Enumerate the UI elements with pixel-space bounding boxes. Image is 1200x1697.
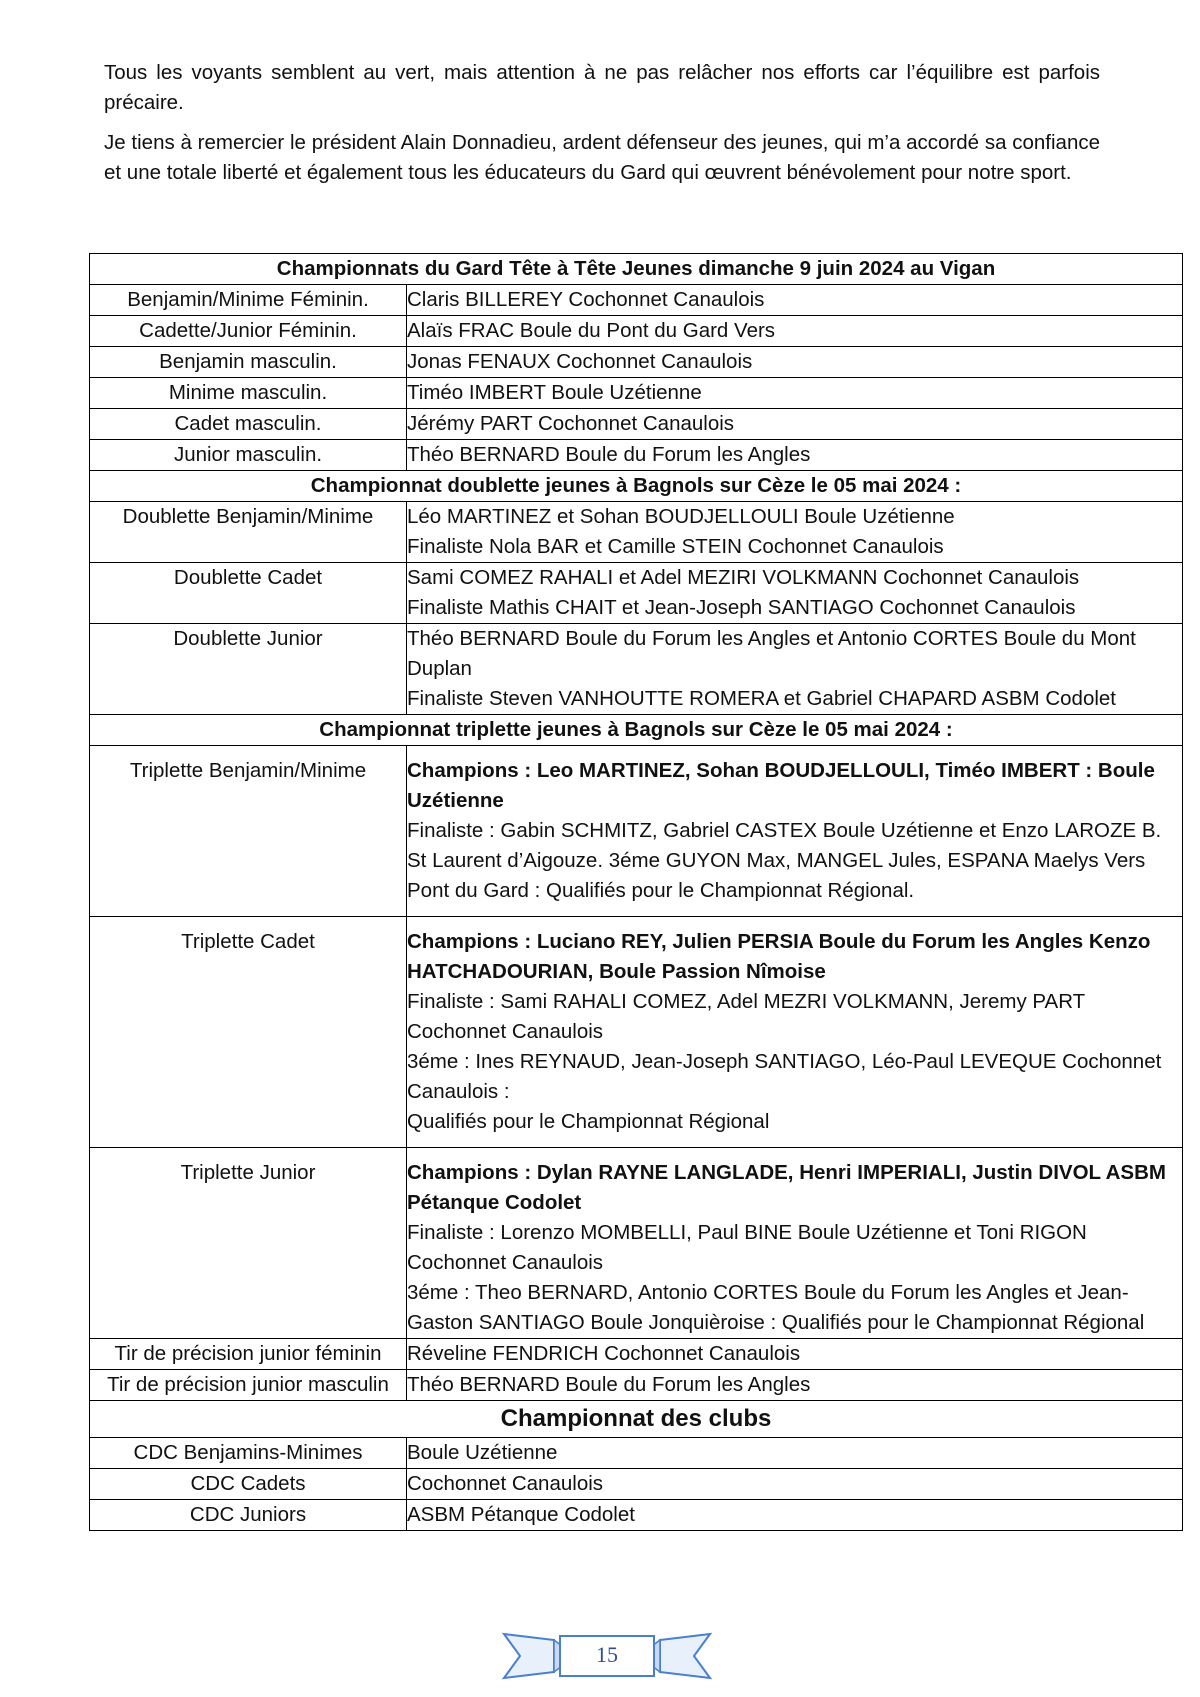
finalist-line: Finaliste : Sami RAHALI COMEZ, Adel MEZRI VOLKMANN, Jeremy PART Cochonnet Canaulois	[407, 990, 1085, 1043]
category-cell: CDC Benjamins-Minimes	[90, 1438, 407, 1469]
intro-paragraph-1: Tous les voyants semblent au vert, mais attention à ne pas relâcher nos efforts car l’équilibre est parfois précaire.	[104, 61, 1100, 114]
table-row	[90, 378, 1183, 409]
category-cell: Cadette/Junior Féminin.	[90, 316, 407, 347]
category-cell: Doublette Junior	[90, 624, 407, 715]
category-cell: Doublette Cadet	[90, 563, 407, 624]
table-row	[90, 1438, 1183, 1469]
winner-cell	[407, 563, 1183, 624]
winner-cell: Théo BERNARD Boule du Forum les Angles	[407, 1370, 1183, 1401]
third-place-line: 3éme : Theo BERNARD, Antonio CORTES Boule du Forum les Angles et Jean-Gaston SANTIAGO Boule Jonquièroise : Qualifiés pour le Championnat Régional	[407, 1281, 1145, 1334]
intro-paragraph-2: Je tiens à remercier le président Alain Donnadieu, ardent défenseur des jeunes, qui m’a accordé sa confiance et une totale liberté et également tous les éducateurs du Gard qui œuvrent bénévolement pour notre sport.	[104, 131, 1100, 184]
triplette-heading: Championnat triplette jeunes à Bagnols sur Cèze le 05 mai 2024 :	[90, 715, 1183, 746]
winner-cell: Claris BILLEREY Cochonnet Canaulois	[407, 285, 1183, 316]
category-cell: Tir de précision junior féminin	[90, 1339, 407, 1370]
section-header-row	[90, 1401, 1183, 1438]
table-row	[90, 285, 1183, 316]
category-cell: Tir de précision junior masculin	[90, 1370, 407, 1401]
winner-line: Léo MARTINEZ et Sohan BOUDJELLOULI Boule Uzétienne	[407, 505, 955, 528]
table-row	[90, 917, 1183, 1148]
winner-line: Théo BERNARD Boule du Forum les Angles et Antonio CORTES Boule du Mont Duplan	[407, 627, 1136, 680]
table-row	[90, 1339, 1183, 1370]
winner-cell	[407, 1148, 1183, 1339]
winner-cell: Jérémy PART Cochonnet Canaulois	[407, 409, 1183, 440]
clubs-heading: Championnat des clubs	[90, 1401, 1183, 1438]
table-row	[90, 563, 1183, 624]
section-header-row	[90, 254, 1183, 285]
winner-cell: Théo BERNARD Boule du Forum les Angles	[407, 440, 1183, 471]
category-cell: Triplette Benjamin/Minime	[90, 746, 407, 917]
category-cell: Triplette Cadet	[90, 917, 407, 1148]
category-cell: Minime masculin.	[90, 378, 407, 409]
table-row	[90, 1500, 1183, 1531]
table-row	[90, 1370, 1183, 1401]
table-row	[90, 1148, 1183, 1339]
finalist-line: Finaliste Mathis CHAIT et Jean-Joseph SANTIAGO Cochonnet Canaulois	[407, 596, 1076, 619]
table-row	[90, 316, 1183, 347]
intro-text	[104, 58, 1100, 198]
category-cell: CDC Cadets	[90, 1469, 407, 1500]
winner-cell	[407, 624, 1183, 715]
results-table	[89, 253, 1183, 1531]
winner-cell: Timéo IMBERT Boule Uzétienne	[407, 378, 1183, 409]
category-cell: Junior masculin.	[90, 440, 407, 471]
table-row	[90, 624, 1183, 715]
winner-cell: Jonas FENAUX Cochonnet Canaulois	[407, 347, 1183, 378]
finalist-line: Finaliste Steven VANHOUTTE ROMERA et Gabriel CHAPARD ASBM Codolet	[407, 687, 1116, 710]
table-row	[90, 1469, 1183, 1500]
table-row	[90, 347, 1183, 378]
finalist-line: Finaliste : Lorenzo MOMBELLI, Paul BINE Boule Uzétienne et Toni RIGON Cochonnet Canaulois	[407, 1221, 1087, 1274]
category-cell: Benjamin/Minime Féminin.	[90, 285, 407, 316]
section-header-row	[90, 471, 1183, 502]
winner-cell: ASBM Pétanque Codolet	[407, 1500, 1183, 1531]
table-row	[90, 502, 1183, 563]
category-cell: CDC Juniors	[90, 1500, 407, 1531]
winner-cell	[407, 746, 1183, 917]
winner-line: Sami COMEZ RAHALI et Adel MEZIRI VOLKMANN Cochonnet Canaulois	[407, 566, 1080, 589]
champions-line: Champions : Luciano REY, Julien PERSIA Boule du Forum les Angles Kenzo HATCHADOURIAN, Boule Passion Nîmoise	[407, 930, 1151, 983]
winner-cell: Réveline FENDRICH Cochonnet Canaulois	[407, 1339, 1183, 1370]
champions-line: Champions : Leo MARTINEZ, Sohan BOUDJELLOULI, Timéo IMBERT : Boule Uzétienne	[407, 759, 1155, 812]
winner-cell: Cochonnet Canaulois	[407, 1469, 1183, 1500]
category-cell: Triplette Junior	[90, 1148, 407, 1339]
details-line: Finaliste : Gabin SCHMITZ, Gabriel CASTEX Boule Uzétienne et Enzo LAROZE B. St Laurent d’Aigouze. 3éme GUYON Max, MANGEL Jules, ESPANA Maelys Vers Pont du Gard : Qualifiés pour le Championnat Régional.	[407, 819, 1162, 902]
winner-cell	[407, 502, 1183, 563]
winner-cell: Alaïs FRAC Boule du Pont du Gard Vers	[407, 316, 1183, 347]
category-cell: Doublette Benjamin/Minime	[90, 502, 407, 563]
winner-cell	[407, 917, 1183, 1148]
category-cell: Benjamin masculin.	[90, 347, 407, 378]
finalist-line: Finaliste Nola BAR et Camille STEIN Cochonnet Canaulois	[407, 535, 944, 558]
category-cell: Cadet masculin.	[90, 409, 407, 440]
page-number: 15	[596, 1642, 618, 1667]
qualified-line: Qualifiés pour le Championnat Régional	[407, 1110, 770, 1133]
table-row	[90, 440, 1183, 471]
page-number-ribbon	[502, 1630, 712, 1682]
champions-line: Champions : Dylan RAYNE LANGLADE, Henri IMPERIALI, Justin DIVOL ASBM Pétanque Codolet	[407, 1161, 1166, 1214]
table-row	[90, 746, 1183, 917]
winner-cell: Boule Uzétienne	[407, 1438, 1183, 1469]
tete-a-tete-heading: Championnats du Gard Tête à Tête Jeunes dimanche 9 juin 2024 au Vigan	[90, 254, 1183, 285]
doublette-heading: Championnat doublette jeunes à Bagnols sur Cèze le 05 mai 2024 :	[90, 471, 1183, 502]
third-place-line: 3éme : Ines REYNAUD, Jean-Joseph SANTIAGO, Léo-Paul LEVEQUE Cochonnet Canaulois :	[407, 1050, 1162, 1103]
table-row	[90, 409, 1183, 440]
section-header-row	[90, 715, 1183, 746]
